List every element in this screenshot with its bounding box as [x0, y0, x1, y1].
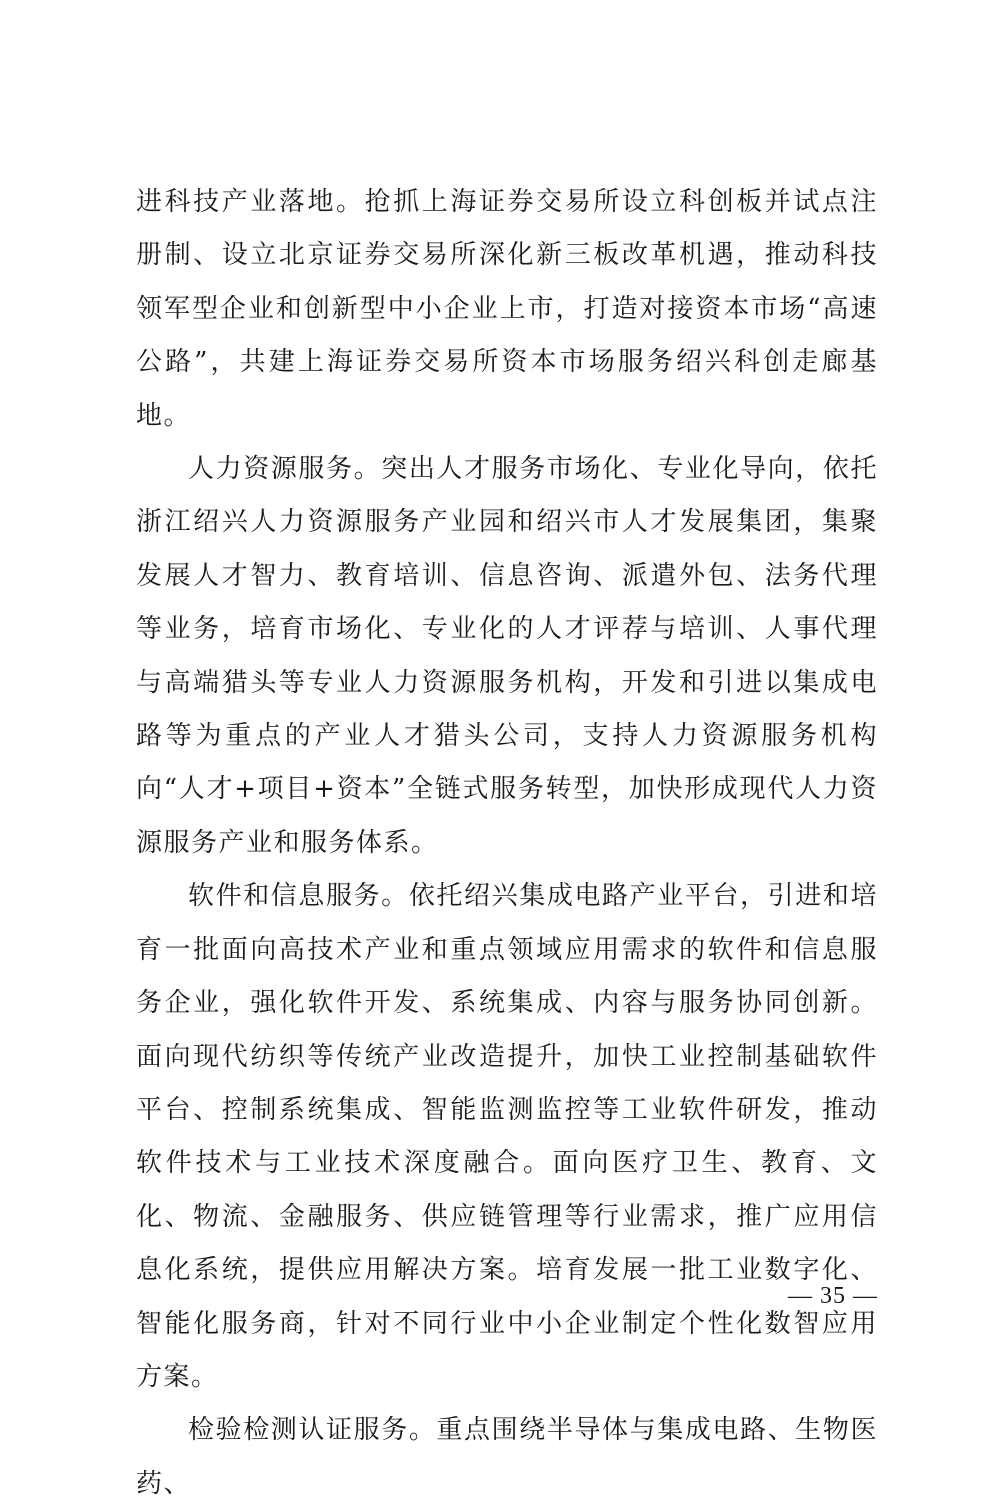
paragraph-software-information: 软件和信息服务。依托绍兴集成电路产业平台，引进和培育一批面向高技术产业和重点领域应用需求的软件和信息服务企业，强化软件开发、系统集成、内容与服务协同创新。面向现代纺织等传统产业改造提升，加快工业控制基础软件平台、控制系统集成、智能监测监控等工业软件研发，推动软件技术与工业技术深度融合。面向医疗卫生、教育、文化、物流、金融服务、供应链管理等行业需求，推广应用信息化系统，提供应用解决方案。培育发展一批工业数字化、智能化服务商，针对不同行业中小企业制定个性化数智应用方案。 [136, 881, 878, 1392]
paragraph-human-resources: 人力资源服务。突出人才服务市场化、专业化导向，依托浙江绍兴人力资源服务产业园和绍兴市人才发展集团，集聚发展人才智力、教育培训、信息咨询、派遣外包、法务代理等业务，培育市场化、专业化的人才评荐与培训、人事代理与高端猎头等专业人力资源服务机构，开发和引进以集成电路等为重点的产业人才猎头公司，支持人力资源服务机构向“人才+项目+资本”全链式服务转型，加快形成现代人力资源服务产业和服务体系。 [136, 454, 878, 858]
paragraph-tech-industry: 进科技产业落地。抢抓上海证券交易所设立科创板并试点注册制、设立北京证券交易所深化新三板改革机遇，推动科技领军型企业和创新型中小企业上市，打造对接资本市场“高速公路”，共建上海证券交易所资本市场服务绍兴科创走廊基地。 [136, 187, 878, 431]
paragraph-inspection-testing: 检验检测认证服务。重点围绕半导体与集成电路、生物医药、 [136, 1415, 878, 1499]
body-text [136, 176, 878, 1511]
page-number: — 35 — [788, 1283, 878, 1309]
